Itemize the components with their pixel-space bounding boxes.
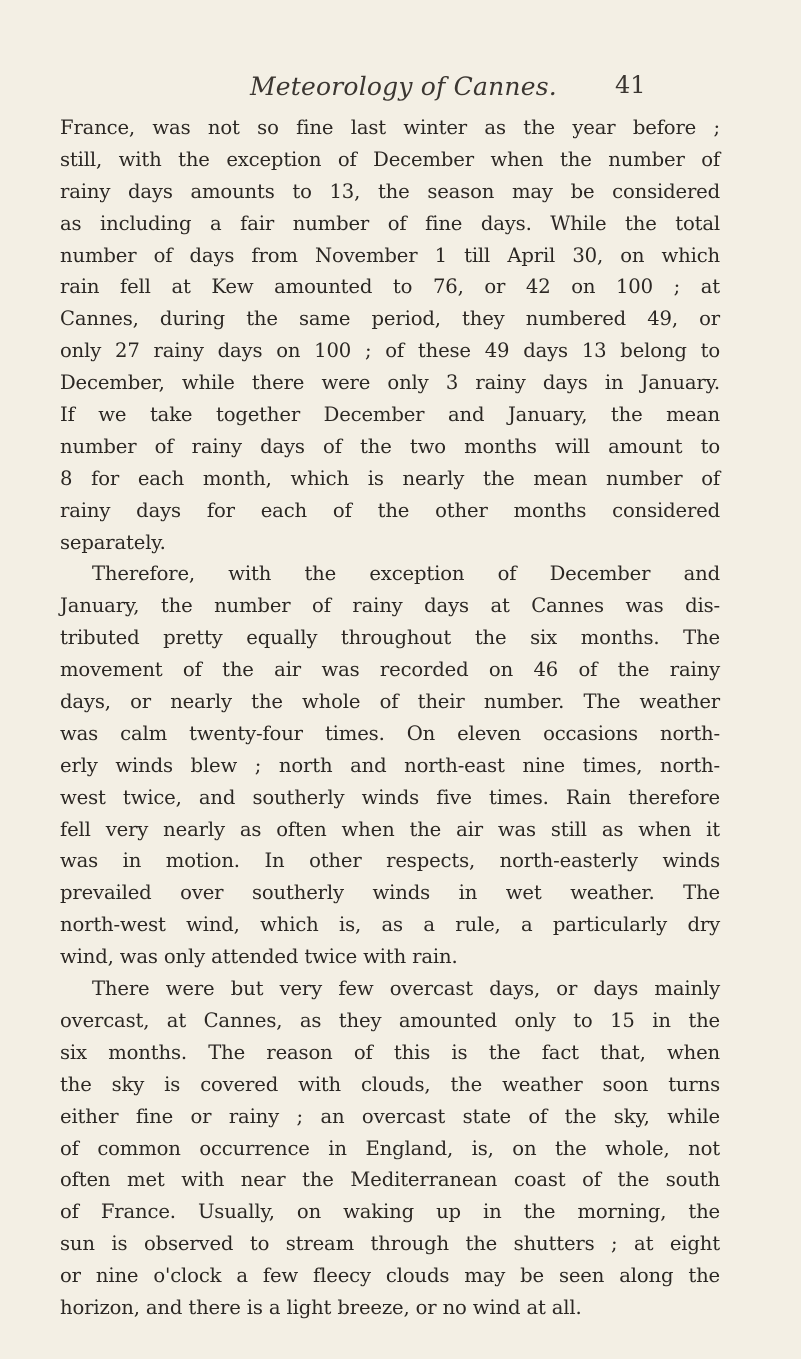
text-line: was calm twenty-four times. On eleven occasions north- <box>60 721 720 745</box>
text-line: still, with the exception of December when the number of <box>60 147 720 171</box>
text-line: Therefore, with the exception of December and <box>92 562 720 586</box>
text-line: tributed pretty equally throughout the six months. The <box>60 626 720 650</box>
text-line: either fine or rainy ; an overcast state of the sky, while <box>60 1104 720 1128</box>
paragraph <box>60 973 720 1324</box>
text-line: movement of the air was recorded on 46 of the rainy <box>60 658 720 682</box>
text-line: 8 for each month, which is nearly the mean number of <box>60 466 720 490</box>
text-line: January, the number of rainy days at Cannes was dis- <box>60 594 720 618</box>
text-line: overcast, at Cannes, as they amounted only to 15 in the <box>60 1008 720 1032</box>
text-line: of common occurrence in England, is, on the whole, not <box>60 1136 720 1160</box>
running-head <box>60 60 720 108</box>
text-line: erly winds blew ; north and north-east nine times, north- <box>60 753 720 777</box>
text-line: six months. The reason of this is the fact that, when <box>60 1040 720 1064</box>
text-line: number of days from November 1 till April 30, on which <box>60 243 720 267</box>
text-line: France, was not so fine last winter as the year before ; <box>60 116 720 139</box>
text-line: was in motion. In other respects, north-easterly winds <box>60 849 720 873</box>
text-line: Cannes, during the same period, they numbered 49, or <box>60 307 720 331</box>
text-line: rain fell at Kew amounted to 76, or 42 on 100 ; at <box>60 275 720 299</box>
paragraph <box>60 112 720 558</box>
text-line: days, or nearly the whole of their number. The weather <box>60 690 720 714</box>
text-line: west twice, and southerly winds five times. Rain therefore <box>60 785 720 809</box>
text-line: number of rainy days of the two months will amount to <box>60 434 720 458</box>
text-line: rainy days amounts to 13, the season may be considered <box>60 179 720 203</box>
running-title: Meteorology of Cannes. <box>250 72 557 101</box>
text-line: rainy days for each of the other months considered <box>60 498 720 522</box>
text-line: sun is observed to stream through the shutters ; at eight <box>60 1232 720 1256</box>
text-line: separately. <box>60 530 166 554</box>
text-line: as including a fair number of fine days. While the total <box>60 211 720 235</box>
text-line: only 27 rainy days on 100 ; of these 49 days 13 belong to <box>60 339 720 363</box>
text-line: horizon, and there is a light breeze, or no wind at all. <box>60 1295 582 1319</box>
text-line: December, while there were only 3 rainy days in January. <box>60 371 720 395</box>
body-text <box>60 112 720 1324</box>
text-line: If we take together December and January, the mean <box>60 403 720 427</box>
text-line: There were but very few overcast days, or days mainly <box>92 977 720 1001</box>
text-line: north-west wind, which is, as a rule, a particularly dry <box>60 913 720 937</box>
text-line: or nine o'clock a few fleecy clouds may be seen along the <box>60 1264 720 1288</box>
text-line: the sky is covered with clouds, the weather soon turns <box>60 1072 720 1096</box>
text-line: often met with near the Mediterranean coast of the south <box>60 1168 720 1192</box>
text-line: of France. Usually, on waking up in the morning, the <box>60 1200 720 1224</box>
text-line: wind, was only attended twice with rain. <box>60 945 458 969</box>
page-number: 41 <box>615 71 646 99</box>
text-line: prevailed over southerly winds in wet weather. The <box>60 881 720 905</box>
text-line: fell very nearly as often when the air was still as when it <box>60 817 720 841</box>
paragraph <box>60 558 720 973</box>
